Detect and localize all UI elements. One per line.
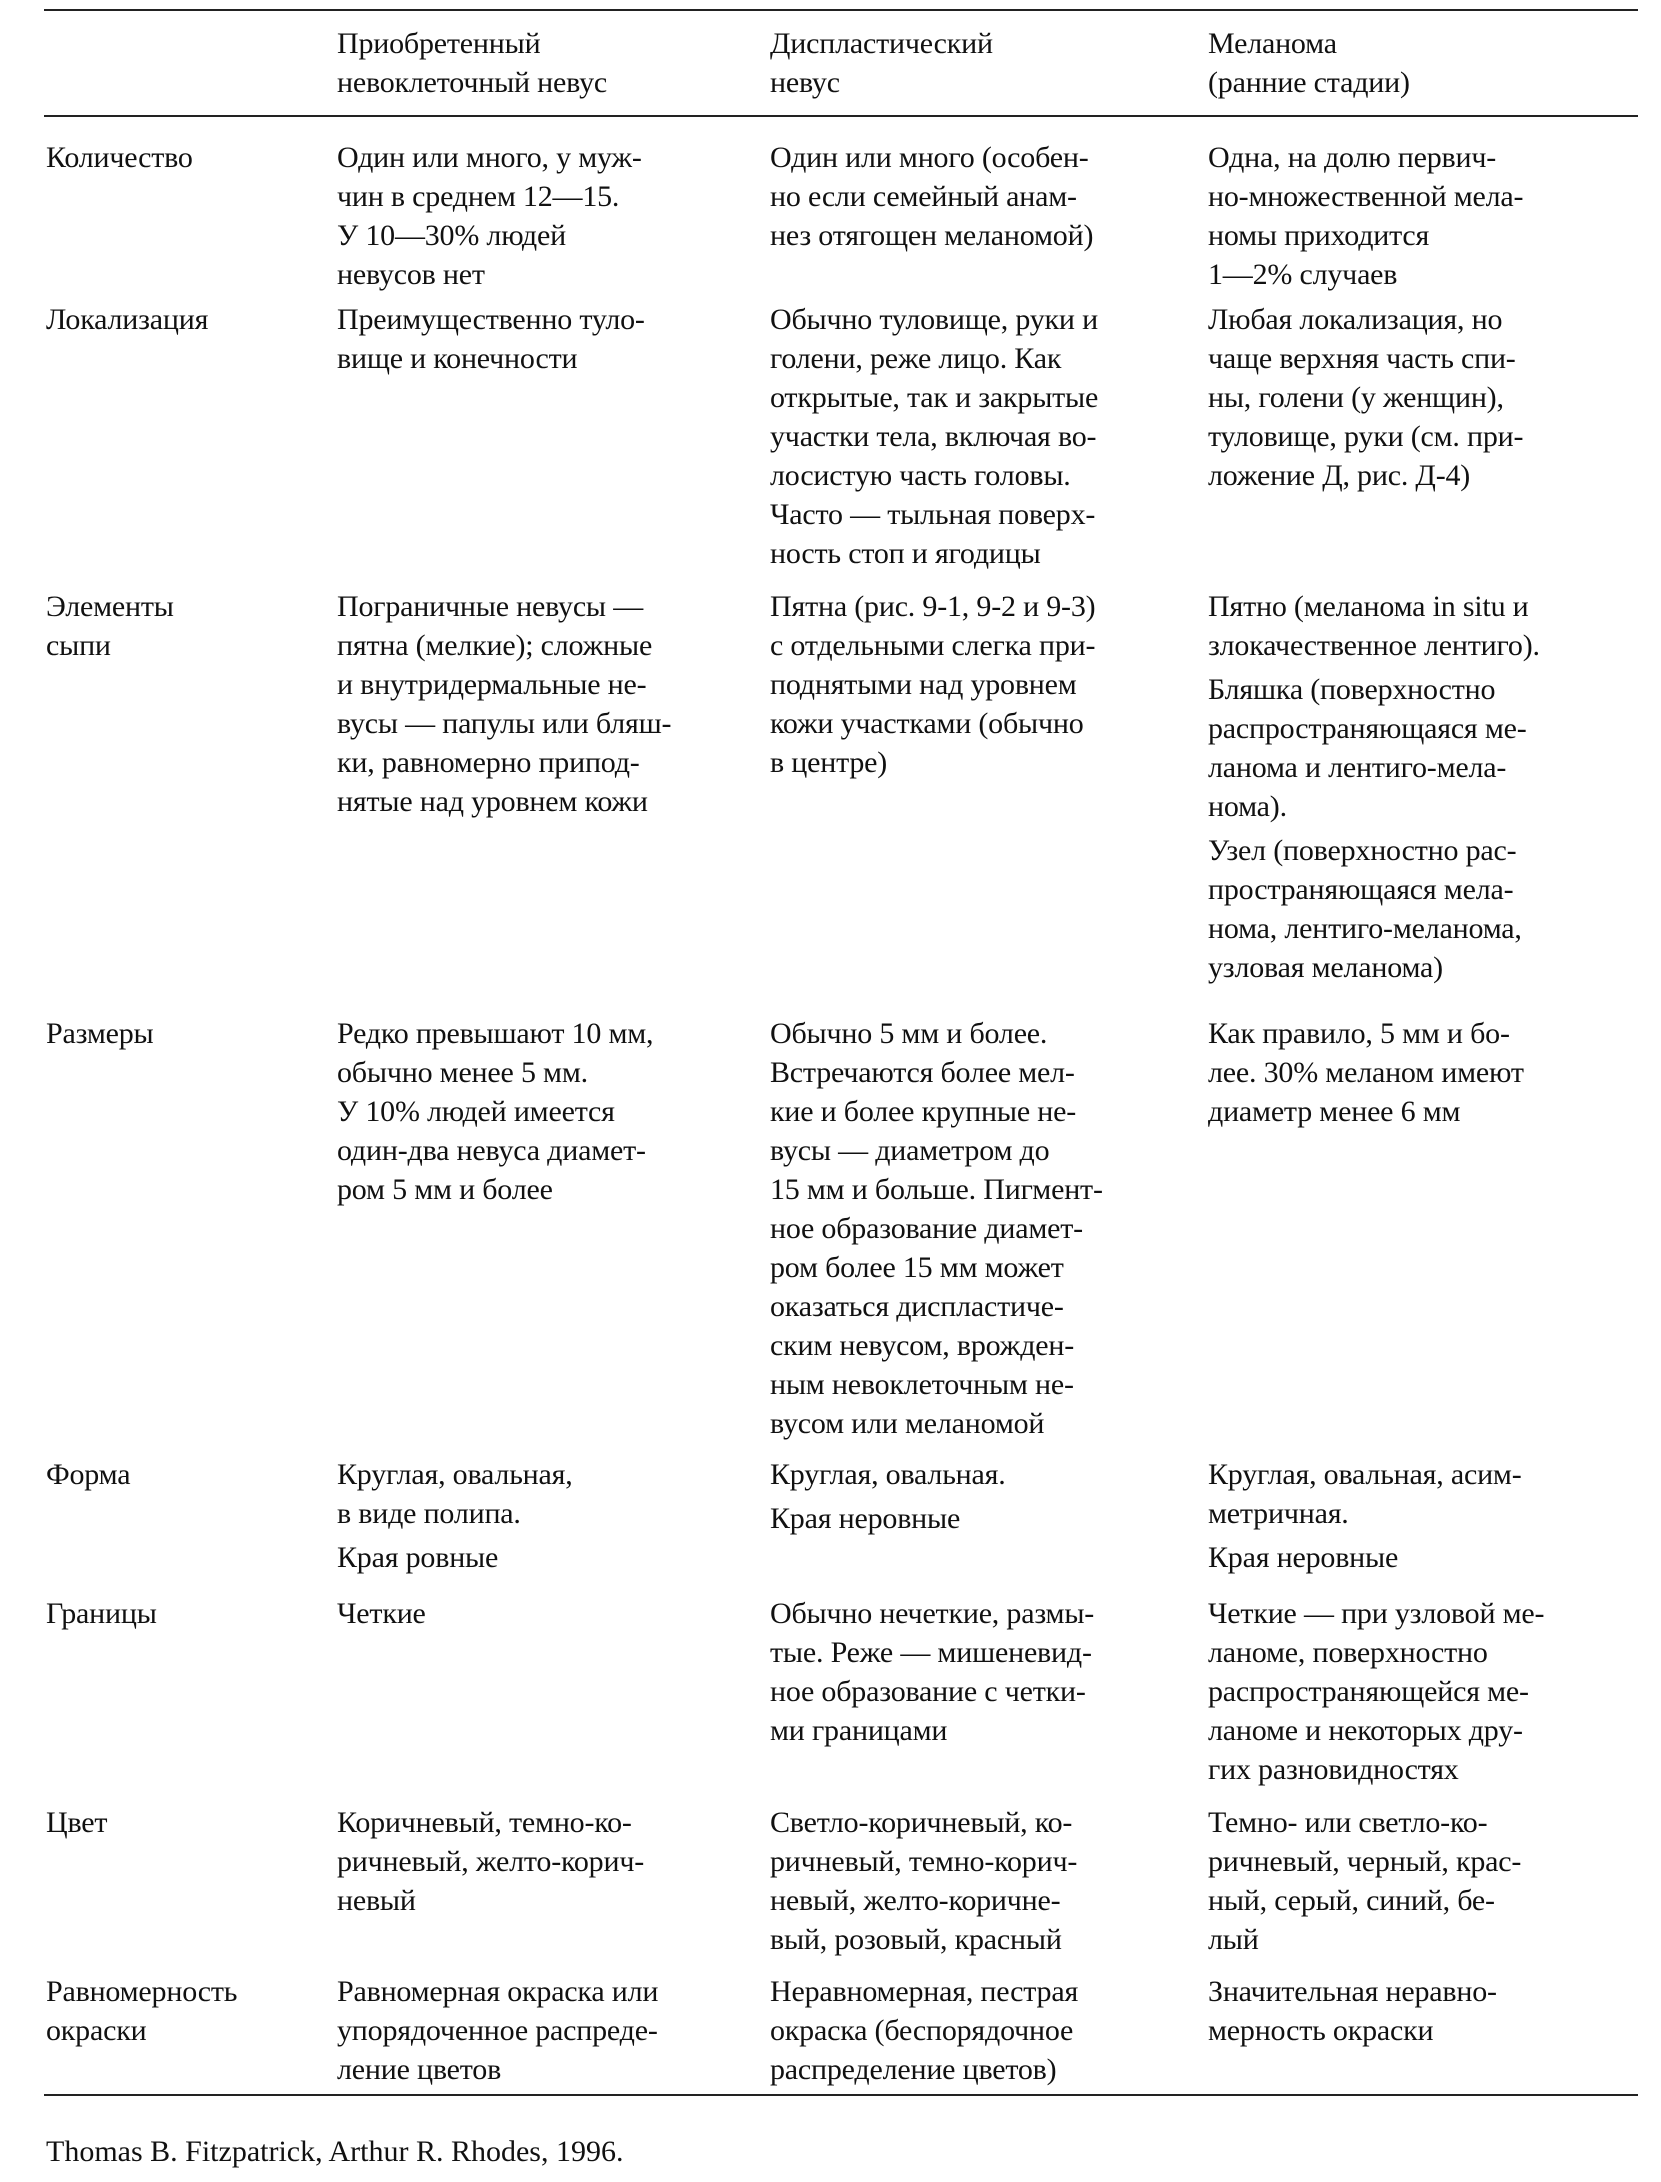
cell-line: участки тела, включая во- [770, 420, 1097, 453]
cell-line: 15 мм и больше. Пигмент- [770, 1173, 1103, 1206]
cell-line: Равномерная окраска или [337, 1975, 659, 2008]
cell-paragraph [770, 1803, 1077, 1959]
cell-line: Встречаются более мел- [770, 1056, 1075, 1089]
cell-line: ное образование с четки- [770, 1675, 1086, 1708]
cell-melanoma [1208, 1014, 1524, 1136]
cell-line: ное образование диамет- [770, 1212, 1083, 1245]
cell-paragraph [770, 1455, 1006, 1494]
cell-paragraph [337, 1455, 573, 1533]
cell-line: гих разновидностях [1208, 1753, 1459, 1786]
cell-dysplastic-nevus [770, 1803, 1077, 1964]
cell-acquired-nevus [337, 1803, 644, 1925]
cell-line: ланома и лентиго-мела- [1208, 751, 1507, 784]
cell-paragraph [46, 1594, 157, 1633]
cell-line: но если семейный анам- [770, 180, 1077, 213]
cell-line: Один или много, у муж- [337, 141, 642, 174]
cell-paragraph [1208, 1538, 1522, 1577]
cell-melanoma [1208, 1972, 1497, 2055]
table-header-rule [44, 115, 1638, 117]
cell-line: Обычно туловище, руки и [770, 303, 1098, 336]
cell-line: Диспластический [770, 27, 993, 60]
cell-line: лосистую часть головы. [770, 459, 1071, 492]
cell-acquired-nevus [337, 1972, 658, 2094]
cell-line: Размеры [46, 1017, 154, 1050]
cell-line: Преимущественно туло- [337, 303, 645, 336]
cell-line: У 10—30% людей [337, 219, 566, 252]
cell-line: невый [337, 1884, 416, 1917]
cell-line: открытые, так и закрытые [770, 381, 1099, 414]
row-label [46, 138, 193, 182]
cell-paragraph [337, 300, 645, 378]
cell-line: ланоме и некоторых дру- [1208, 1714, 1523, 1747]
cell-line: ность стоп и ягодицы [770, 537, 1041, 570]
cell-line: Пятна (рис. 9-1, 9-2 и 9-3) [770, 590, 1096, 623]
cell-line: вый, розовый, красный [770, 1923, 1062, 1956]
cell-line: Круглая, овальная, [337, 1458, 573, 1491]
cell-line: Равномерность [46, 1975, 238, 2008]
cell-line: узловая меланома) [1208, 951, 1443, 984]
cell-line: окраски [46, 2014, 147, 2047]
cell-line: Бляшка (поверхностно [1208, 673, 1496, 706]
cell-dysplastic-nevus [770, 587, 1095, 787]
cell-paragraph [770, 1594, 1094, 1750]
cell-line: Узел (поверхностно рас- [1208, 834, 1517, 867]
cell-line: 1—2% случаев [1208, 258, 1398, 291]
cell-acquired-nevus [337, 138, 642, 299]
cell-line: ным невоклеточным не- [770, 1368, 1074, 1401]
cell-dysplastic-nevus [770, 1972, 1078, 2094]
cell-paragraph [1208, 670, 1540, 826]
row-label [46, 1972, 237, 2055]
cell-line: ричневый, темно-корич- [770, 1845, 1078, 1878]
cell-line: Редко превышают 10 мм, [337, 1017, 654, 1050]
cell-acquired-nevus [337, 300, 645, 383]
cell-line: пятна (мелкие); сложные [337, 629, 653, 662]
cell-line: номы приходится [1208, 219, 1430, 252]
cell-melanoma [1208, 1594, 1544, 1794]
cell-line: ление цветов [337, 2053, 502, 2086]
cell-acquired-nevus [337, 1455, 573, 1582]
cell-paragraph [337, 1014, 653, 1209]
cell-paragraph [46, 300, 208, 339]
cell-line: но-множественной мела- [1208, 180, 1524, 213]
cell-line: Края ровные [337, 1541, 499, 1574]
cell-line: ричневый, черный, крас- [1208, 1845, 1522, 1878]
cell-line: ложение Д, рис. Д-4) [1208, 459, 1471, 492]
cell-acquired-nevus [337, 587, 671, 826]
cell-line: ки, равномерно припод- [337, 746, 640, 779]
cell-line: Светло-коричневый, ко- [770, 1806, 1073, 1839]
cell-line: и внутридермальные не- [337, 668, 647, 701]
cell-paragraph [1208, 831, 1540, 987]
table-top-rule [44, 9, 1638, 11]
cell-line: вусом или меланомой [770, 1407, 1045, 1440]
cell-paragraph [770, 1014, 1103, 1443]
cell-paragraph [1208, 1014, 1524, 1131]
column-header-dysplastic [770, 24, 993, 107]
row-label [46, 300, 208, 344]
table-bottom-rule [44, 2094, 1638, 2096]
cell-line: Значительная неравно- [1208, 1975, 1497, 2008]
cell-line: в центре) [770, 746, 888, 779]
cell-line: голени, реже лицо. Как [770, 342, 1062, 375]
row-label [46, 1455, 130, 1499]
cell-paragraph [1208, 1972, 1497, 2050]
column-header-acquired [337, 24, 607, 107]
cell-line: распределение цветов) [770, 2053, 1057, 2086]
cell-melanoma [1208, 1455, 1522, 1582]
cell-line: нома, лентиго-меланома, [1208, 912, 1522, 945]
cell-paragraph [1208, 300, 1523, 495]
row-label [46, 587, 174, 670]
cell-paragraph [1208, 1594, 1544, 1789]
cell-line: Круглая, овальная, асим- [1208, 1458, 1522, 1491]
cell-line: Обычно 5 мм и более. [770, 1017, 1048, 1050]
cell-line: распространяющейся ме- [1208, 1675, 1529, 1708]
cell-paragraph [46, 138, 193, 177]
cell-line: Края неровные [770, 1502, 961, 1535]
cell-line: Границы [46, 1597, 157, 1630]
cell-paragraph [770, 300, 1098, 573]
cell-line: вусы — папулы или бляш- [337, 707, 672, 740]
cell-line: Коричневый, темно-ко- [337, 1806, 632, 1839]
cell-melanoma [1208, 1803, 1521, 1964]
cell-line: Один или много (особен- [770, 141, 1089, 174]
cell-line: нез отягощен меланомой) [770, 219, 1094, 252]
cell-paragraph [770, 1499, 1006, 1538]
cell-acquired-nevus [337, 1014, 653, 1214]
cell-line: Неравномерная, пестрая [770, 1975, 1079, 2008]
cell-paragraph [770, 587, 1095, 782]
cell-line: ми границами [770, 1714, 948, 1747]
row-label [46, 1803, 107, 1847]
cell-line: в виде полипа. [337, 1497, 521, 1530]
cell-line: (ранние стадии) [1208, 66, 1410, 99]
cell-line: кие и более крупные не- [770, 1095, 1076, 1128]
cell-paragraph [1208, 1803, 1521, 1959]
cell-paragraph [46, 1972, 237, 2050]
cell-line: метричная. [1208, 1497, 1349, 1530]
cell-line: Элементы [46, 590, 174, 623]
cell-line: ланоме, поверхностно [1208, 1636, 1488, 1669]
cell-paragraph [337, 138, 642, 294]
cell-paragraph [337, 1803, 644, 1920]
cell-line: невоклеточный невус [337, 66, 608, 99]
cell-line: оказаться диспластиче- [770, 1290, 1064, 1323]
table-source: Thomas B. Fitzpatrick, Arthur R. Rhodes, 1996. [46, 2135, 624, 2168]
cell-paragraph [337, 1594, 426, 1633]
cell-line: ром 5 мм и более [337, 1173, 553, 1206]
cell-acquired-nevus [337, 1594, 426, 1638]
cell-paragraph [1208, 1455, 1522, 1533]
cell-paragraph [46, 1803, 107, 1842]
cell-line: вище и конечности [337, 342, 578, 375]
cell-line: ром более 15 мм может [770, 1251, 1064, 1284]
cell-line: пространяющаяся мела- [1208, 873, 1514, 906]
cell-line: кожи участками (обычно [770, 707, 1084, 740]
cell-line: Обычно нечеткие, размы- [770, 1597, 1095, 1630]
cell-line: ны, голени (у женщин), [1208, 381, 1504, 414]
cell-dysplastic-nevus [770, 1455, 1006, 1543]
cell-line: лее. 30% меланом имеют [1208, 1056, 1524, 1089]
cell-line: тые. Реже — мишеневид- [770, 1636, 1092, 1669]
cell-paragraph [770, 138, 1093, 255]
cell-line: с отдельными слегка при- [770, 629, 1096, 662]
cell-line: У 10% людей имеется [337, 1095, 615, 1128]
cell-line: Круглая, овальная. [770, 1458, 1006, 1491]
cell-line: сыпи [46, 629, 111, 662]
cell-paragraph [770, 24, 993, 102]
cell-line: Четкие — при узловой ме- [1208, 1597, 1545, 1630]
cell-dysplastic-nevus [770, 300, 1098, 578]
cell-paragraph [1208, 138, 1523, 294]
column-header-melanoma [1208, 24, 1410, 107]
cell-line: мерность окраски [1208, 2014, 1434, 2047]
cell-line: невый, желто-коричне- [770, 1884, 1061, 1917]
row-label [46, 1014, 153, 1058]
cell-line: ный, серый, синий, бе- [1208, 1884, 1495, 1917]
cell-line: Одна, на долю первич- [1208, 141, 1496, 174]
cell-line: окраска (беспорядочное [770, 2014, 1074, 2047]
cell-line: Как правило, 5 мм и бо- [1208, 1017, 1510, 1050]
cell-paragraph [46, 1014, 153, 1053]
cell-line: ским невусом, врожден- [770, 1329, 1075, 1362]
cell-line: диаметр менее 6 мм [1208, 1095, 1461, 1128]
cell-melanoma [1208, 300, 1523, 500]
cell-paragraph [337, 587, 671, 821]
cell-dysplastic-nevus [770, 1014, 1103, 1448]
cell-paragraph [1208, 587, 1540, 665]
cell-dysplastic-nevus [770, 1594, 1094, 1755]
cell-line: ричневый, желто-корич- [337, 1845, 644, 1878]
cell-melanoma [1208, 587, 1540, 992]
cell-line: злокачественное лентиго). [1208, 629, 1540, 662]
cell-line: Меланома [1208, 27, 1337, 60]
cell-line: чаще верхняя часть спи- [1208, 342, 1516, 375]
cell-line: Любая локализация, но [1208, 303, 1503, 336]
cell-line: нома). [1208, 790, 1287, 823]
cell-line: лый [1208, 1923, 1259, 1956]
cell-line: чин в среднем 12—15. [337, 180, 620, 213]
cell-line: Края неровные [1208, 1541, 1399, 1574]
cell-line: невусов нет [337, 258, 485, 291]
cell-paragraph [46, 587, 174, 665]
cell-line: нятые над уровнем кожи [337, 785, 648, 818]
cell-line: обычно менее 5 мм. [337, 1056, 588, 1089]
cell-line: Приобретенный [337, 27, 541, 60]
cell-melanoma [1208, 138, 1523, 299]
cell-line: Часто — тыльная поверх- [770, 498, 1096, 531]
cell-paragraph [46, 1455, 130, 1494]
cell-paragraph [337, 1972, 658, 2089]
cell-paragraph [337, 24, 607, 102]
cell-paragraph [1208, 24, 1410, 102]
cell-line: туловище, руки (см. при- [1208, 420, 1524, 453]
cell-line: Четкие [337, 1597, 426, 1630]
cell-paragraph [337, 1538, 573, 1577]
row-label [46, 1594, 157, 1638]
cell-dysplastic-nevus [770, 138, 1093, 260]
cell-line: Цвет [46, 1806, 108, 1839]
cell-line: один-два невуса диамет- [337, 1134, 646, 1167]
cell-line: Локализация [46, 303, 209, 336]
cell-line: невус [770, 66, 840, 99]
cell-line: распространяющаяся ме- [1208, 712, 1527, 745]
cell-line: упорядоченное распреде- [337, 2014, 658, 2047]
cell-line: Пятно (меланома in situ и [1208, 590, 1529, 623]
cell-line: Количество [46, 141, 193, 174]
cell-line: Темно- или светло-ко- [1208, 1806, 1488, 1839]
cell-line: поднятыми над уровнем [770, 668, 1077, 701]
cell-line: вусы — диаметром до [770, 1134, 1050, 1167]
cell-line: Форма [46, 1458, 131, 1491]
cell-paragraph [770, 1972, 1078, 2089]
cell-line: Пограничные невусы — [337, 590, 643, 623]
